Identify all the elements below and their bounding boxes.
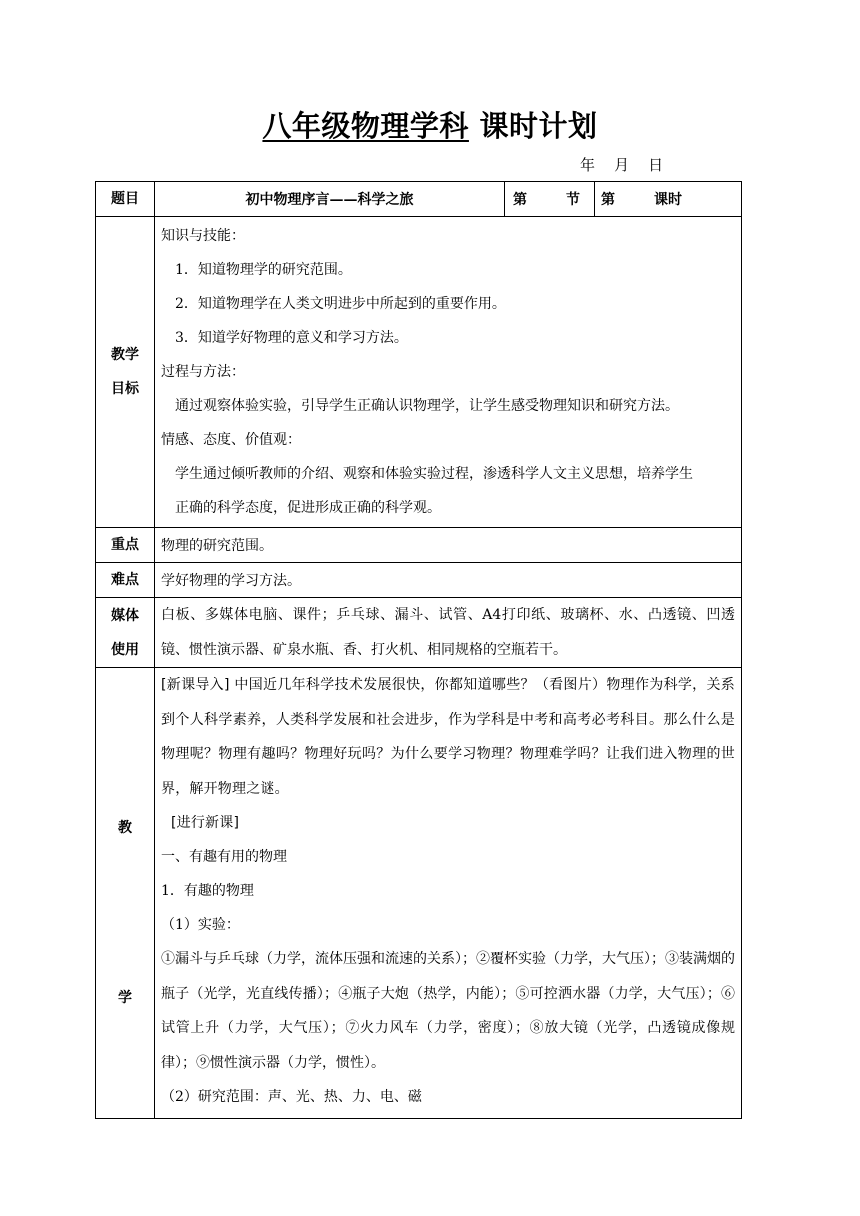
teaching-label-line1: 教 <box>118 820 132 836</box>
teaching-research-scope: （2）研究范围：声、光、热、力、电、磁 <box>161 1089 422 1105</box>
key-row <box>96 528 742 563</box>
topic-label: 题目 <box>96 182 155 217</box>
goal-knowledge-1: 1．知道物理学的研究范围。 <box>175 262 352 278</box>
goals-label-line2: 目标 <box>111 381 139 397</box>
media-label-line1: 媒体 <box>111 607 139 624</box>
teaching-label-line2: 学 <box>118 990 132 1006</box>
page-title <box>0 104 860 145</box>
key-text: 物理的研究范围。 <box>155 528 742 563</box>
goals-content <box>155 217 742 528</box>
teaching-new-lesson: [进行新课] <box>171 815 240 831</box>
teaching-section-1: 一、有趣有用的物理 <box>161 849 287 865</box>
media-label-line2: 使用 <box>111 641 139 658</box>
title-subject: 八年级物理学科 <box>262 109 469 143</box>
media-row <box>96 598 742 668</box>
teaching-intro: [新课导入] 中国近几年科学技术发展很快，你都知道哪些？（看图片）物理作为科学，关系到个人科学素养，人类科学发展和社会进步，作为学科是中考和高考必考科目。那么什么是物理呢？物理有趣吗？物理好玩吗？为什么要学习物理？物理难学吗？让我们进入物理的世界，解开物理之谜。 <box>161 677 735 797</box>
teaching-experiments: ①漏斗与乒乓球（力学，流体压强和流速的关系）；②覆杯实验（力学，大气压）；③装满烟的瓶子（光学，光直线传播）；④瓶子大炮（热学，内能）；⑤可控洒水器（力学，大气压）；⑥试管上升（力学，大气压）；⑦火力风车（力学，密度）；⑧放大镜（光学，凸透镜成像规律）；⑨惯性演示器（力学，惯性）。 <box>161 951 735 1071</box>
difficulty-text: 学好物理的学习方法。 <box>155 563 742 598</box>
goal-emotion-1b: 正确的科学态度，促进形成正确的科学观。 <box>175 500 441 516</box>
goal-knowledge-2: 2．知道物理学在人类文明进步中所起到的重要作用。 <box>175 296 506 312</box>
goals-heading-process: 过程与方法： <box>161 364 245 380</box>
period-cell: 第 课时 <box>595 182 742 217</box>
topic-value: 初中物理序言——科学之旅 <box>155 182 505 217</box>
goals-heading-emotion: 情感、态度、价值观： <box>161 432 301 448</box>
teaching-section-1-1: 1．有趣的物理 <box>161 883 254 899</box>
teaching-experiments-heading: （1）实验： <box>161 917 240 933</box>
teaching-label <box>96 668 155 1119</box>
date-line: 年 月 日 <box>580 156 664 174</box>
goals-row <box>96 217 742 528</box>
goals-label <box>96 217 155 528</box>
section-cell: 第 节 <box>505 182 595 217</box>
teaching-content <box>155 668 742 1119</box>
lesson-plan-table <box>95 181 742 1119</box>
goal-emotion-1a: 学生通过倾听教师的介绍、观察和体验实验过程，渗透科学人文主义思想，培养学生 <box>175 466 693 482</box>
difficulty-row <box>96 563 742 598</box>
teaching-row <box>96 668 742 1119</box>
title-plan: 课时计划 <box>479 109 598 143</box>
media-text: 白板、多媒体电脑、课件；乒乓球、漏斗、试管、A4打印纸、玻璃杯、水、凸透镜、凹透镜、惯性演示器、矿泉水瓶、香、打火机、相同规格的空瓶若干。 <box>155 598 742 668</box>
header-row <box>96 182 742 217</box>
goals-label-line1: 教学 <box>111 347 139 363</box>
media-label <box>96 598 155 668</box>
key-label: 重点 <box>96 528 155 563</box>
difficulty-label: 难点 <box>96 563 155 598</box>
goal-process-1: 通过观察体验实验，引导学生正确认识物理学，让学生感受物理知识和研究方法。 <box>175 398 679 414</box>
goal-knowledge-3: 3．知道学好物理的意义和学习方法。 <box>175 330 408 346</box>
goals-heading-knowledge: 知识与技能： <box>161 228 245 244</box>
